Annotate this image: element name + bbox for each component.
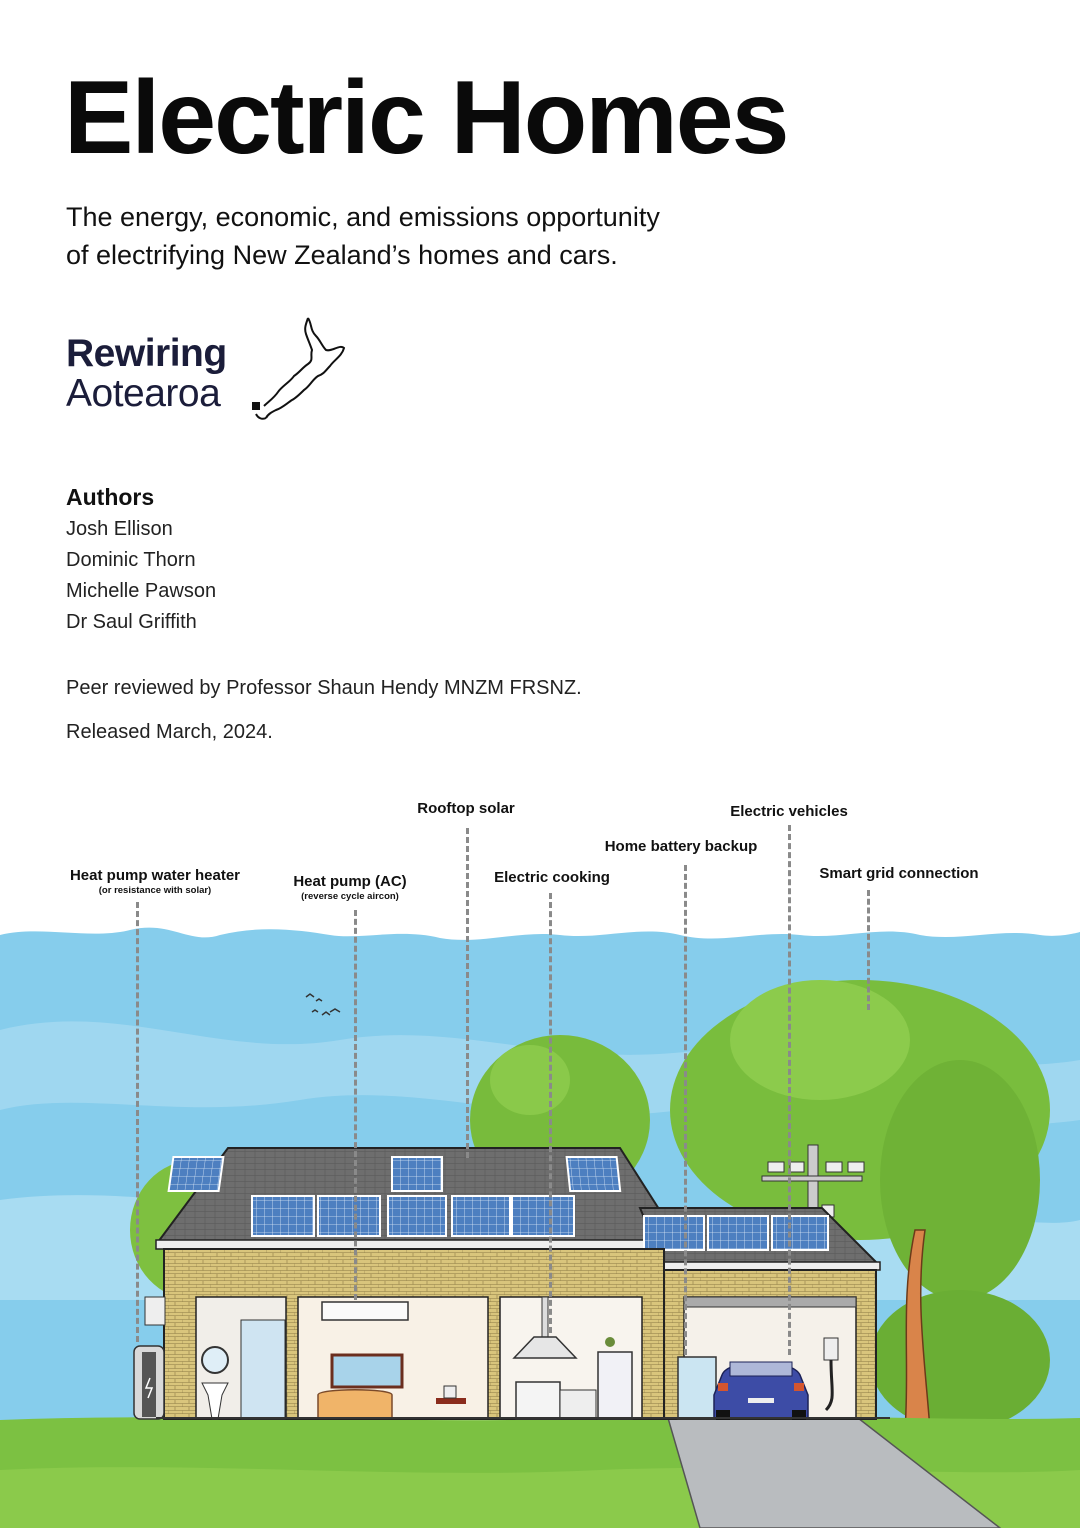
electric-car [714,1362,808,1420]
heat-pump-ac-unit [322,1302,408,1320]
ev-charger [824,1338,838,1360]
label-heat-pump-water-heater: Heat pump water heater (or resistance with solar) [69,867,241,896]
subtitle-line-2: of electrifying New Zealand’s homes and cars. [66,240,618,270]
subtitle-line-1: The energy, economic, and emissions opportunity [66,202,660,232]
logo-line-1: Rewiring [66,332,227,375]
leader-line [136,902,139,1342]
label-home-battery-backup: Home battery backup [604,838,758,855]
rewiring-aotearoa-logo [66,314,366,424]
page-title: Electric Homes [64,60,788,176]
author-name: Dr Saul Griffith [66,611,197,633]
leader-line [466,828,469,1158]
label-rooftop-solar: Rooftop solar [417,800,515,817]
subtitle [66,198,826,274]
leader-line [867,890,870,1010]
logo-line-2: Aotearoa [66,372,221,415]
author-name: Michelle Pawson [66,580,217,602]
author-name: Josh Ellison [66,518,173,540]
release-date: Released March, 2024. [66,721,273,743]
authors-heading: Authors [66,484,155,510]
electric-stove [516,1382,560,1419]
authors-list [66,514,216,638]
leader-line [684,865,687,1355]
author-name: Dominic Thorn [66,549,196,571]
leader-line [549,893,552,1333]
home-battery [678,1357,716,1419]
leader-line [354,910,357,1300]
new-zealand-map-with-plug-icon [252,314,352,422]
label-electric-vehicles: Electric vehicles [730,803,848,820]
electric-home-illustration [0,900,1080,1528]
label-smart-grid-connection: Smart grid connection [819,865,979,882]
label-heat-pump-ac: Heat pump (AC) (reverse cycle aircon) [293,873,407,902]
label-electric-cooking: Electric cooking [494,869,610,886]
peer-review-note: Peer reviewed by Professor Shaun Hendy MNZM FRSNZ. [66,677,582,699]
leader-line [788,825,791,1355]
